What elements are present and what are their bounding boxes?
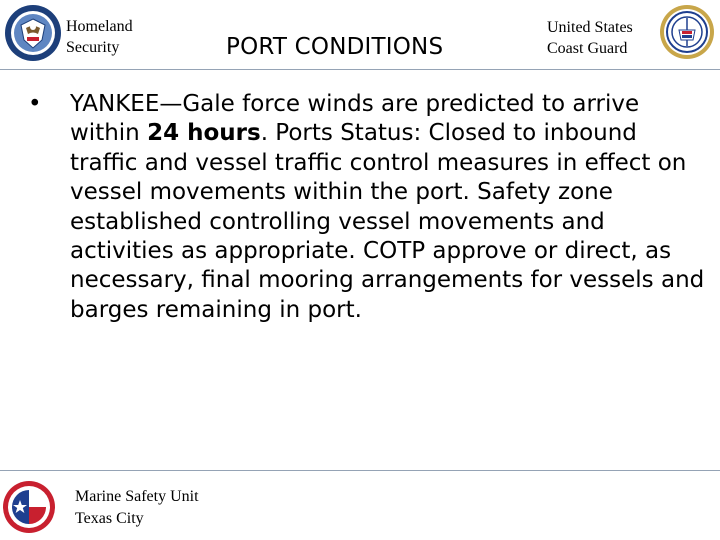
port-condition-description	[70, 90, 705, 325]
page-title: PORT CONDITIONS	[226, 34, 444, 60]
uscg-agency-name	[547, 17, 633, 59]
unit-name-line2: Texas City	[75, 510, 144, 527]
msu-texas-city-logo-icon	[2, 480, 56, 534]
unit-name	[75, 486, 199, 530]
dhs-seal-icon	[4, 4, 62, 62]
condition-text-part2: . Ports Status: Closed to inbound traffic and vessel traffic control measures in effect on vessel movements within the port. Safety zone established controlling vessel movements and activities as appropriate. COTP approve or direct, as necessary, final mooring arrangements for vessels and barges remaining in port.	[70, 120, 705, 323]
uscg-agency-name-line1: United States	[547, 19, 633, 36]
condition-text-part1: —Gale force winds are predicted to arrive within	[70, 91, 640, 147]
dhs-agency-name-line2: Security	[66, 39, 120, 56]
unit-name-line1: Marine Safety Unit	[75, 488, 199, 505]
dhs-agency-name-line1: Homeland	[66, 18, 133, 35]
condition-name: YANKEE	[70, 91, 160, 117]
uscg-emblem-icon	[659, 4, 715, 60]
uscg-agency-name-line2: Coast Guard	[547, 40, 628, 57]
header-divider	[0, 69, 720, 70]
time-emphasis: 24 hours	[147, 120, 261, 147]
bullet-marker: •	[28, 91, 42, 117]
dhs-agency-name	[66, 16, 133, 58]
footer-divider	[0, 470, 720, 471]
